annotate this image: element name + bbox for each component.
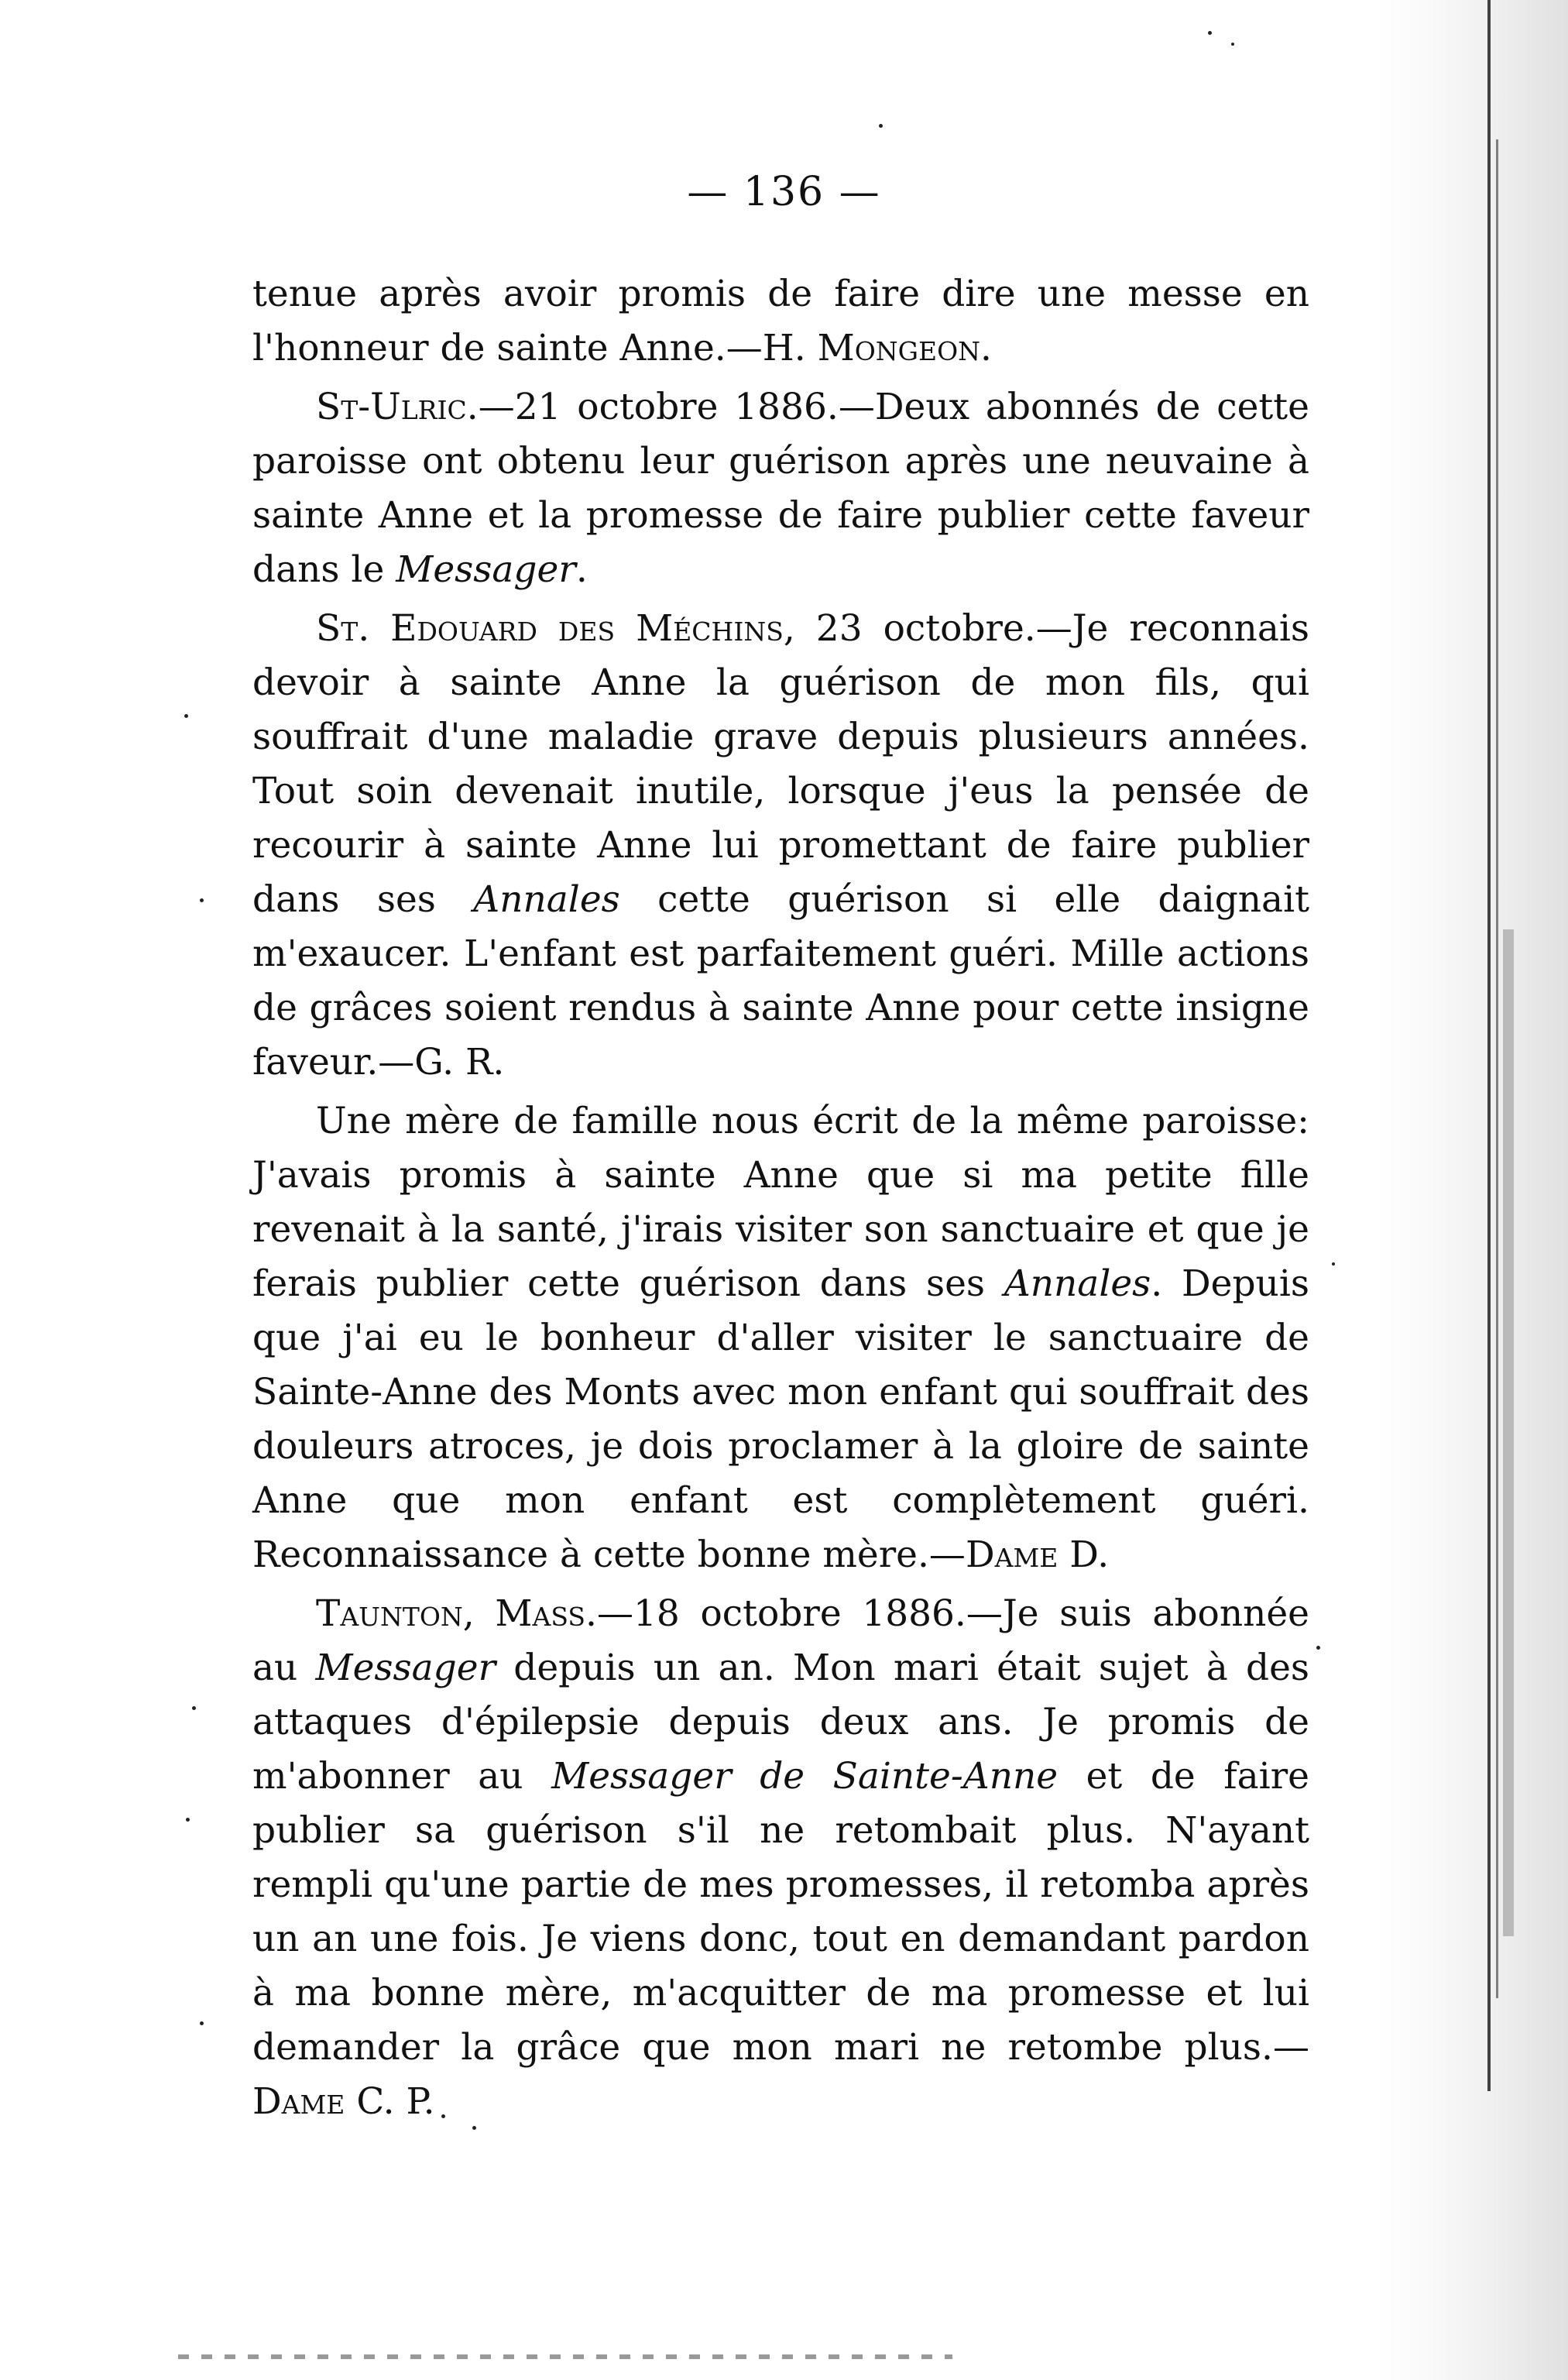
text-run: . <box>980 327 992 369</box>
scan-speck <box>192 1706 196 1710</box>
text-run: —18 octobre 1886.—Je suis abonnée au <box>252 1592 1310 1689</box>
binding-gutter <box>1374 0 1568 2380</box>
paragraph-1 <box>252 267 1309 376</box>
scan-speck <box>1332 1262 1335 1266</box>
small-caps-text: Taunton, Mass. <box>316 1592 597 1635</box>
scan-noise <box>178 2354 952 2359</box>
scan-speck <box>186 1818 190 1822</box>
scan-speck <box>441 2114 445 2118</box>
text-run: . <box>575 548 588 591</box>
small-caps-text: Dame <box>965 1533 1058 1576</box>
scan-speck <box>472 2126 476 2130</box>
text-run: C. P. <box>345 2080 435 2123</box>
text-run: et de faire publier sa guérison s'il ne retombait plus. N'ayant rempli qu'une partie de mes promesses, il retomba après un an une fois. Je viens donc, tout en demandant pardon à ma bonne mère, m'acquitter de ma promesse et lui demander la grâce que mon mari ne retombe plus.— <box>252 1755 1310 2069</box>
italic-text: Messager <box>315 1647 496 1689</box>
scan-speck <box>200 898 204 902</box>
scan-speck <box>200 2021 204 2025</box>
italic-text: Messager <box>396 548 576 591</box>
body-text <box>252 267 1309 2129</box>
italic-text: Annales <box>473 878 620 921</box>
text-run: depuis un an. Mon mari était sujet à des attaques d'épilepsie depuis deux ans. Je promis de m'abonner au <box>252 1647 1310 1798</box>
gutter-shadow <box>1503 929 1514 1936</box>
italic-text: Annales <box>1004 1262 1151 1305</box>
text-run: tenue après avoir promis de faire dire une messe en l'honneur de sainte Anne.—H. <box>252 273 1309 369</box>
gutter-edge-line <box>1487 0 1491 2091</box>
small-caps-text: St. Edouard des Méchins <box>316 607 784 650</box>
scan-speck <box>184 714 188 718</box>
page-number: — 136 — <box>687 169 881 215</box>
gutter-edge-line <box>1496 139 1498 1998</box>
scan-speck <box>1208 31 1212 35</box>
small-caps-text: Dame <box>252 2080 345 2123</box>
paragraph-2 <box>252 380 1309 597</box>
paragraph-5 <box>252 1587 1309 2129</box>
text-run: .—21 octobre 1886.—Deux abonnés de cette paroisse ont obtenu leur guérison après une neuvaine à sainte Anne et la promesse de faire publier cette faveur dans le <box>252 386 1309 591</box>
text-run: . Depuis que j'ai eu le bonheur d'aller visiter le sanctuaire de Sainte-Anne des Monts avec mon enfant qui souffrait des douleurs atroces, je dois proclamer à la gloire de sainte Anne que mon enfant est complètement guéri. Reconnaissance à cette bonne mère.— <box>252 1262 1309 1576</box>
paragraph-3 <box>252 602 1309 1090</box>
small-caps-text: Mongeon <box>817 327 981 369</box>
text-run: , 23 octobre.—Je reconnais devoir à sainte Anne la guérison de mon fils, qui souffrait d'une maladie grave depuis plusieurs années. Tout soin devenait inutile, lorsque j'eus la pensée de recourir à sainte Anne lui promettant de faire publier dans ses <box>252 607 1309 921</box>
scan-speck <box>1316 1646 1320 1650</box>
text-run: cette guérison si elle daignait m'exaucer. L'enfant est parfaitement guéri. Mille actions de grâces soient rendus à sainte Anne pour cette insigne faveur.—G. R. <box>252 878 1309 1084</box>
text-run: Une mère de famille nous écrit de la même paroisse: J'avais promis à sainte Anne que si ma petite fille revenait à la santé, j'irais visiter son sanctuaire et que je ferais publier cette guérison dans ses <box>252 1100 1309 1305</box>
paragraph-4 <box>252 1094 1309 1582</box>
italic-text: Messager de Sainte-Anne <box>551 1755 1058 1798</box>
text-run: D. <box>1058 1533 1110 1576</box>
scan-speck <box>1231 43 1234 46</box>
scan-speck <box>879 124 883 128</box>
small-caps-text: St-Ulric <box>316 386 467 428</box>
